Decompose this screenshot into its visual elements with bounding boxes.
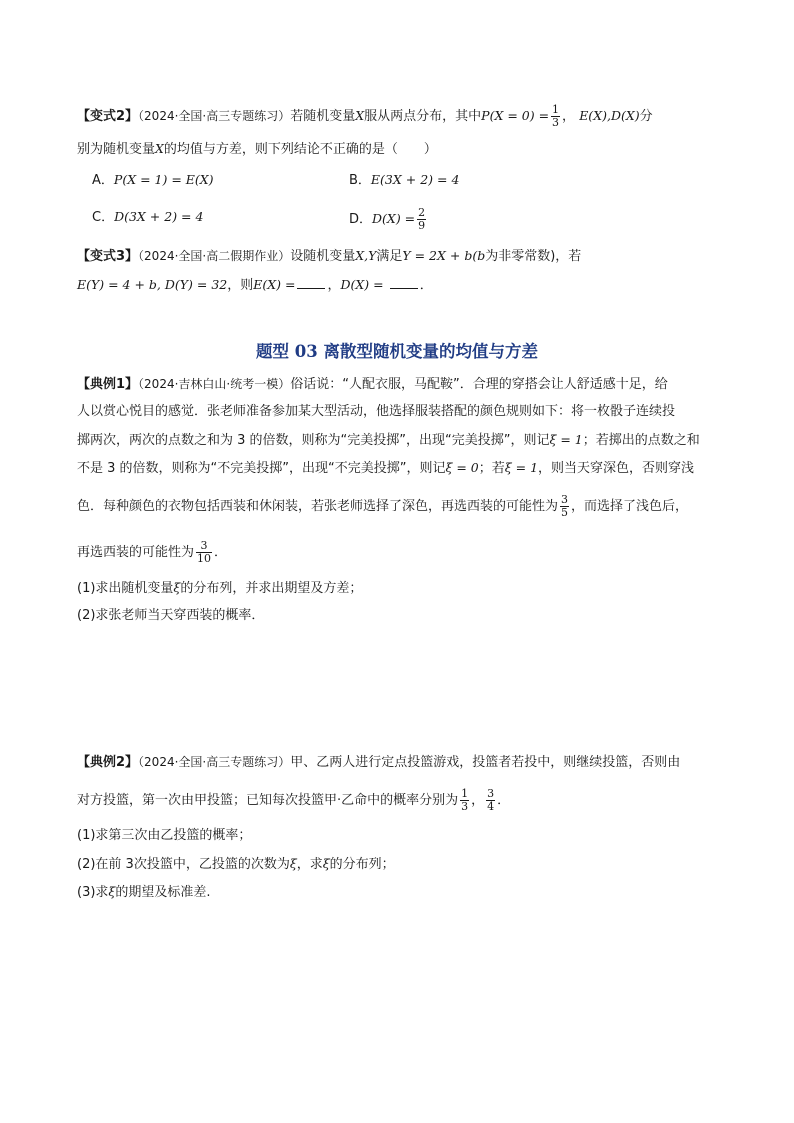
- fraction-3-4: [486, 788, 495, 813]
- option-d: [349, 207, 428, 232]
- option-d-label: D．: [349, 212, 373, 227]
- section-title: 题型 03 离散型随机变量的均值与方差: [256, 342, 538, 361]
- text: 别为随机变量: [77, 142, 156, 157]
- text: 再选西装的可能性为: [77, 545, 195, 560]
- text: 若随机变量: [290, 109, 356, 124]
- text: ．: [497, 793, 511, 808]
- numerator: 1: [552, 103, 560, 116]
- math-ex-dx: E(X),D(X): [579, 108, 640, 123]
- math-p-x0: P(X = 0) =: [481, 108, 550, 123]
- text: (1)求第三次由乙投篮的概率；: [77, 828, 252, 843]
- example-1-question-1: [77, 578, 362, 599]
- variant-2-line-2: [77, 139, 437, 160]
- denominator: 3: [552, 116, 560, 129]
- text: 人以赏心悦目的感觉．张老师准备参加某大型活动，他选择服装搭配的颜色规则如下：将一枚骰子连续投: [77, 404, 676, 419]
- answer-blank-ex[interactable]: [297, 274, 325, 289]
- text: 掷两次，两次的点数之和为 3 的倍数，则称为“完美投掷”，出现“完美投掷”，则记: [77, 433, 550, 448]
- math-xi-1: ξ = 1: [504, 460, 539, 475]
- text: 设随机变量: [290, 249, 356, 264]
- math-y-eq: Y = 2X + b(b: [402, 248, 486, 263]
- variant-2-source: （2024·全国·高三专题练习）: [138, 109, 291, 123]
- example-2-question-1: [77, 826, 251, 846]
- math-xi: ξ: [108, 884, 116, 899]
- text: ，而选择了浅色后，: [571, 499, 689, 514]
- text: 服从两点分布，其中: [364, 109, 482, 124]
- example-2-line-2: [77, 788, 510, 813]
- example-1-line-1: [77, 374, 668, 395]
- text: 色．每种颜色的衣物包括西装和休闲装，若张老师选择了深色，再选西装的可能性为: [77, 499, 559, 514]
- fraction-2-9: [417, 207, 426, 232]
- math-xi: ξ: [322, 856, 330, 871]
- example-2-tag: 【典例2】: [77, 755, 139, 770]
- text: ，则: [227, 278, 254, 293]
- numerator: 1: [461, 787, 469, 800]
- denominator: 5: [561, 506, 569, 519]
- fraction-3-5: [560, 494, 569, 519]
- option-c-formula: D(3X + 2) = 4: [114, 209, 204, 224]
- example-2-question-2: [77, 854, 395, 875]
- math-dx: D(X) =: [340, 277, 384, 292]
- text: 对方投篮，第一次由甲投篮；已知每次投篮甲·乙命中的概率分别为: [77, 793, 459, 808]
- option-b: [349, 170, 459, 191]
- variant-3-tag: 【变式3】: [77, 249, 139, 264]
- fraction-1-3: [551, 104, 560, 129]
- example-1-question-2: [77, 606, 264, 626]
- example-1-line-3: [77, 430, 700, 451]
- example-1-line-4: [77, 458, 694, 479]
- denominator: 10: [197, 552, 212, 565]
- text: ，则当天穿深色，否则穿浅: [538, 461, 695, 476]
- example-2-line-1: [77, 752, 680, 773]
- math-x: X: [155, 141, 164, 156]
- answer-blank-dx[interactable]: [390, 274, 418, 289]
- example-2-source: （2024·全国·高三专题练习）: [138, 755, 291, 769]
- math-condition: E(Y) = 4 + b, D(Y) = 32: [77, 277, 228, 292]
- text: ，: [327, 278, 341, 293]
- variant-3-source: （2024·全国·高二假期作业）: [138, 249, 291, 263]
- option-a: [92, 170, 214, 191]
- example-1-line-2: [77, 402, 675, 422]
- option-b-formula: E(3X + 2) = 4: [370, 172, 460, 187]
- denominator: 9: [418, 219, 426, 232]
- denominator: 3: [461, 800, 469, 813]
- option-a-formula: P(X = 1) = E(X): [113, 172, 214, 187]
- text: ．: [214, 545, 228, 560]
- denominator: 4: [487, 800, 495, 813]
- option-b-label: B．: [349, 173, 371, 188]
- math-x: X: [355, 108, 365, 123]
- text: 甲、乙两人进行定点投篮游戏，投篮者若投中，则继续投篮，否则由: [290, 755, 681, 770]
- text: (2)求张老师当天穿西装的概率．: [77, 608, 265, 623]
- text: 满足: [376, 249, 403, 264]
- option-d-formula: D(X) =: [372, 211, 416, 226]
- fraction-1-3: [460, 788, 469, 813]
- math-xi: ξ: [289, 856, 297, 871]
- variant-2-tag: 【变式2】: [77, 109, 139, 124]
- text: ，求: [296, 857, 323, 872]
- example-1-line-6: [77, 540, 227, 565]
- text: ；若掷出的点数之和: [582, 433, 700, 448]
- text: ；若: [478, 461, 505, 476]
- example-1-source: （2024·吉林白山·统考一模）: [138, 377, 291, 391]
- numerator: 3: [487, 787, 495, 800]
- numerator: 3: [561, 493, 569, 506]
- text: 为非零常数)，若: [485, 249, 582, 264]
- numerator: 3: [196, 540, 212, 553]
- text: (1)求出随机变量: [77, 581, 174, 596]
- text: (2)在前 3次投篮中，乙投篮的次数为: [77, 857, 290, 872]
- text: 的分布列；: [329, 857, 395, 872]
- option-c-label: C．: [92, 210, 115, 225]
- text: ，: [471, 793, 485, 808]
- option-c: [92, 207, 203, 228]
- example-1-line-5: [77, 494, 688, 519]
- text: 俗话说：“人配衣服，马配鞍”．合理的穿搭会让人舒适感十足，给: [290, 377, 668, 392]
- text: 的期望及标准差.: [115, 885, 211, 900]
- variant-3-line-1: [77, 246, 581, 267]
- text: 的分布列，并求出期望及方差；: [180, 581, 363, 596]
- math-xi: ξ: [173, 580, 181, 595]
- variant-3-line-2: [77, 274, 433, 296]
- text: 分: [639, 109, 653, 124]
- text: 不是 3 的倍数，则称为“不完美投掷”，出现“不完美投掷”，则记: [77, 461, 446, 476]
- math-ex: E(X) =: [253, 277, 296, 292]
- math-xi-1: ξ = 1: [549, 432, 583, 447]
- text: (3)求: [77, 885, 109, 900]
- math-xi-0: ξ = 0: [445, 460, 479, 475]
- fraction-3-10: [196, 540, 212, 565]
- variant-2-line-1: 【变式2】（2024·全国·高三专题练习）若随机变量X服从两点分布，其中P(X = 0) = $\frac{1}{3}$ ， E(X),D(X)分: [77, 103, 653, 129]
- numerator: 2: [418, 206, 426, 219]
- text: ．: [419, 278, 433, 293]
- text: 的均值与方差，则下列结论不正确的是（ ）: [163, 142, 437, 157]
- option-a-label: A．: [92, 173, 114, 188]
- math-xy: X,Y: [355, 248, 377, 263]
- example-1-tag: 【典例1】: [77, 377, 139, 392]
- example-2-question-3: [77, 882, 210, 903]
